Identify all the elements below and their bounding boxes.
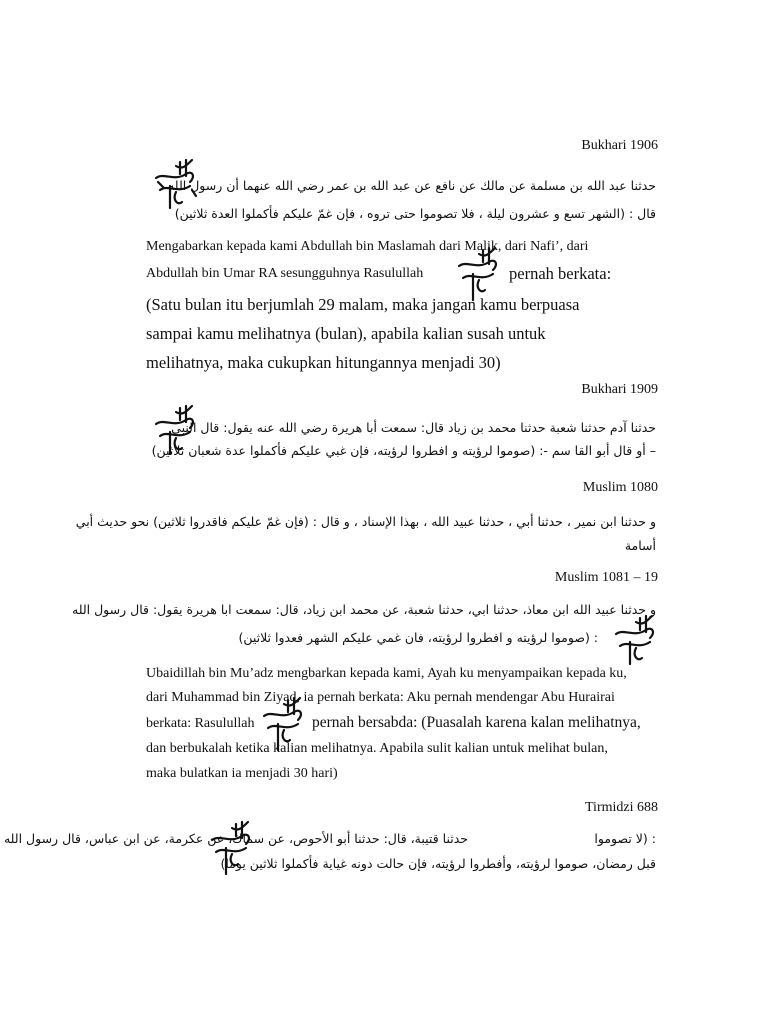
translation-line: pernah bersabda: (Puasalah karena kalan melihatnya, [312,714,641,731]
arabic-text-line: قال : (الشهر تسع و عشرون ليلة ، فلا تصوموا حتى تروه ، فإن غمّ عليكم فأكملوا العدة ثلاثين) [174,206,656,221]
hadith-reference: Bukhari 1906 [581,138,658,153]
translation-line: pernah berkata: [509,264,612,283]
arabic-text-line: – أو قال أبو القا سم -: (صوموا لرؤيته و افطروا لرؤيته، فإن غبي عليكم فأكملوا عدة شعبان ثلاثين) [151,443,656,458]
arabic-text-line: حدثنا قتيبة، قال: حدثنا أبو الأحوص، عن سماك، عن عكرمة، عن ابن عباس، قال رسول الله [3,831,468,846]
hadith-reference: Bukhari 1909 [581,382,658,397]
hadith-reference: Tirmidzi 688 [585,800,658,815]
translation-line: melihatnya, maka cukupkan hitungannya menjadi 30) [146,353,501,372]
translation-line: dan berbukalah ketika kalian melihatnya. Apabila sulit kalian untuk melihat bulan, [146,741,608,756]
arabic-text-line: و حدثنا عبيد الله ابن معاذ، حدثنا ابي، حدثنا شعبة، عن محمد ابن زياد، قال: سمعت ابا هريرة يقول: قال رسول الله [72,602,656,617]
translation-line: dari Muhammad bin Ziyad, ia pernah berkata: Aku pernah mendengar Abu Hurairai [146,690,615,705]
salawat-calligraphy-icon [612,612,660,672]
translation-line: Abdullah bin Umar RA sesungguhnya Rasulullah [146,266,424,281]
arabic-text-line: : (صوموا لرؤيته و افطروا لرؤيته، فان غمي عليكم الشهر فعدوا ثلاثين) [238,630,598,645]
arabic-text-line: أسامة [624,538,656,553]
arabic-text-line: و حدثنا ابن نمير ، حدثنا أبي ، حدثنا عبيد الله ، بهذا الإسناد ، و قال : (فإن غمّ عليكم فاقدروا ثلاثين) نحو حديث أبي [75,514,656,529]
translation-line: sampai kamu melihatnya (bulan), apabila kalian susah untuk [146,324,546,343]
arabic-text-line: حدثنا عبد الله بن مسلمة عن مالك عن نافع عن عبد الله بن عمر رضي الله عنهما أن رسول الله [168,178,656,193]
translation-line: maka bulatkan ia menjadi 30 hari) [146,766,338,781]
arabic-text-line: : (لا تصوموا [594,831,656,846]
arabic-text-line: قبل رمضان، صوموا لرؤيته، وأفطروا لرؤيته، فإن حالت دونه غياية فأكملوا ثلاثين يوما) [220,856,656,871]
translation-line: Mengabarkan kepada kami Abdullah bin Maslamah dari Malik, dari Nafi’, dari [146,239,589,254]
hadith-reference: Muslim 1080 [582,480,658,495]
translation-line: berkata: Rasulullah [146,716,255,731]
translation-line: Ubaidillah bin Mu’adz mengbarkan kepada kami, Ayah ku menyampaikan kepada ku, [146,666,627,681]
arabic-text-line: حدثنا آدم حدثنا شعبة حدثنا محمد بن زياد قال: سمعت أبا هريرة رضي الله عنه يقول: قال النبي [171,420,656,435]
hadith-reference: Muslim 1081 – 19 [554,570,658,585]
translation-line: (Satu bulan itu berjumlah 29 malam, maka jangan kamu berpuasa [146,295,580,314]
